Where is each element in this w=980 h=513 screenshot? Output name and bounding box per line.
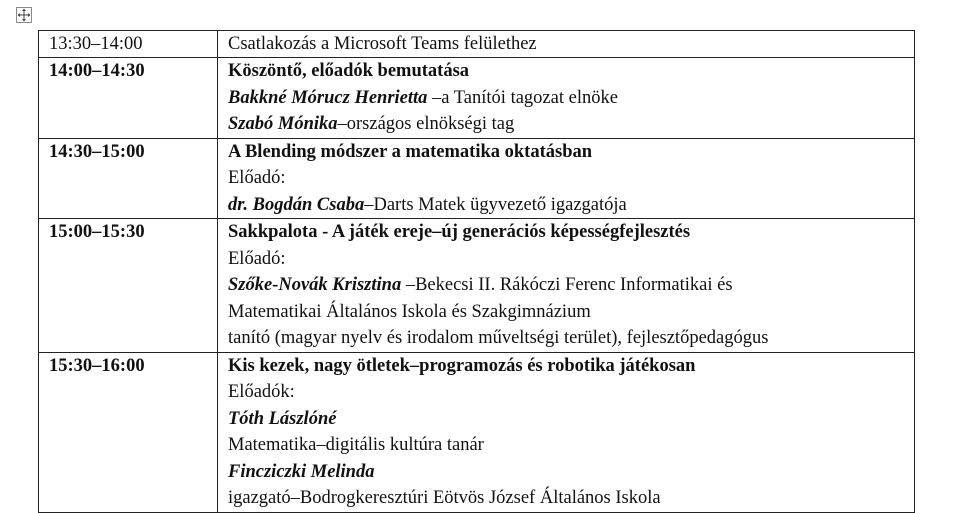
session-title: Kis kezek, nagy ötletek–programozás és robotika játékosan xyxy=(228,355,696,376)
speaker-affiliation: tanító (magyar nyelv és irodalom műveltségi terület), fejlesztőpedagógus xyxy=(228,328,769,348)
agenda-table xyxy=(38,30,915,513)
speaker-affiliation: igazgató–Bodrogkeresztúri Eötvös József Általános Iskola xyxy=(228,488,661,508)
agenda-row xyxy=(39,352,915,512)
agenda-row xyxy=(39,138,915,219)
session-title: Sakkpalota - A játék ereje–új generációs képességfejlesztés xyxy=(228,222,691,242)
time-slot: 14:00–14:30 xyxy=(49,61,145,81)
program-text: Csatlakozás a Microsoft Teams felülethez xyxy=(228,34,537,54)
time-cell[interactable] xyxy=(39,352,218,512)
time-slot: 13:30–14:00 xyxy=(49,34,143,54)
speaker-affiliation: Matematikai Általános Iskola és Szakgimnázium xyxy=(228,301,591,322)
speaker-name: Fincziczki Melinda xyxy=(228,461,375,482)
speaker-line xyxy=(228,85,914,112)
program-cell[interactable] xyxy=(218,138,915,219)
speaker-name: dr. Bogdán Csaba xyxy=(228,194,365,215)
time-slot: 15:30–16:00 xyxy=(49,355,145,376)
speaker-name: Szőke-Novák Krisztina xyxy=(228,275,402,295)
program-cell[interactable] xyxy=(218,219,915,353)
table-move-handle-icon[interactable] xyxy=(16,7,32,23)
session-title: A Blending módszer a matematika oktatásban xyxy=(228,141,593,162)
speaker-name: Tóth Lászlóné xyxy=(228,408,337,429)
speaker-name: Szabó Mónika xyxy=(228,114,338,134)
speaker-role: –országos elnökségi tag xyxy=(337,114,515,134)
time-cell[interactable] xyxy=(39,31,218,58)
speaker-name: Bakkné Mórucz Henrietta xyxy=(228,87,428,108)
speaker-line xyxy=(228,272,914,299)
speaker-role: –a Tanítói tagozat elnöke xyxy=(427,87,618,108)
presenter-label: Előadó: xyxy=(228,168,286,188)
presenter-label: Előadó: xyxy=(228,248,286,269)
program-cell[interactable] xyxy=(218,31,915,58)
agenda-row xyxy=(39,219,915,353)
speaker-line xyxy=(228,111,914,138)
speaker-role: –Bekecsi II. Rákóczi Ferenc Informatikai és xyxy=(401,275,733,295)
time-cell[interactable] xyxy=(39,219,218,353)
program-cell[interactable] xyxy=(218,58,915,139)
presenter-label: Előadók: xyxy=(228,382,295,402)
time-slot: 15:00–15:30 xyxy=(49,222,145,242)
time-cell[interactable] xyxy=(39,138,218,219)
speaker-role: –Darts Matek ügyvezető igazgatója xyxy=(364,194,627,215)
agenda-row xyxy=(39,58,915,139)
time-slot: 14:30–15:00 xyxy=(49,141,145,162)
session-title: Köszöntő, előadók bemutatása xyxy=(228,61,470,81)
agenda-row xyxy=(39,31,915,58)
speaker-line xyxy=(228,192,914,219)
speaker-affiliation: Matematika–digitális kultúra tanár xyxy=(228,435,484,455)
program-cell[interactable] xyxy=(218,352,915,512)
time-cell[interactable] xyxy=(39,58,218,139)
